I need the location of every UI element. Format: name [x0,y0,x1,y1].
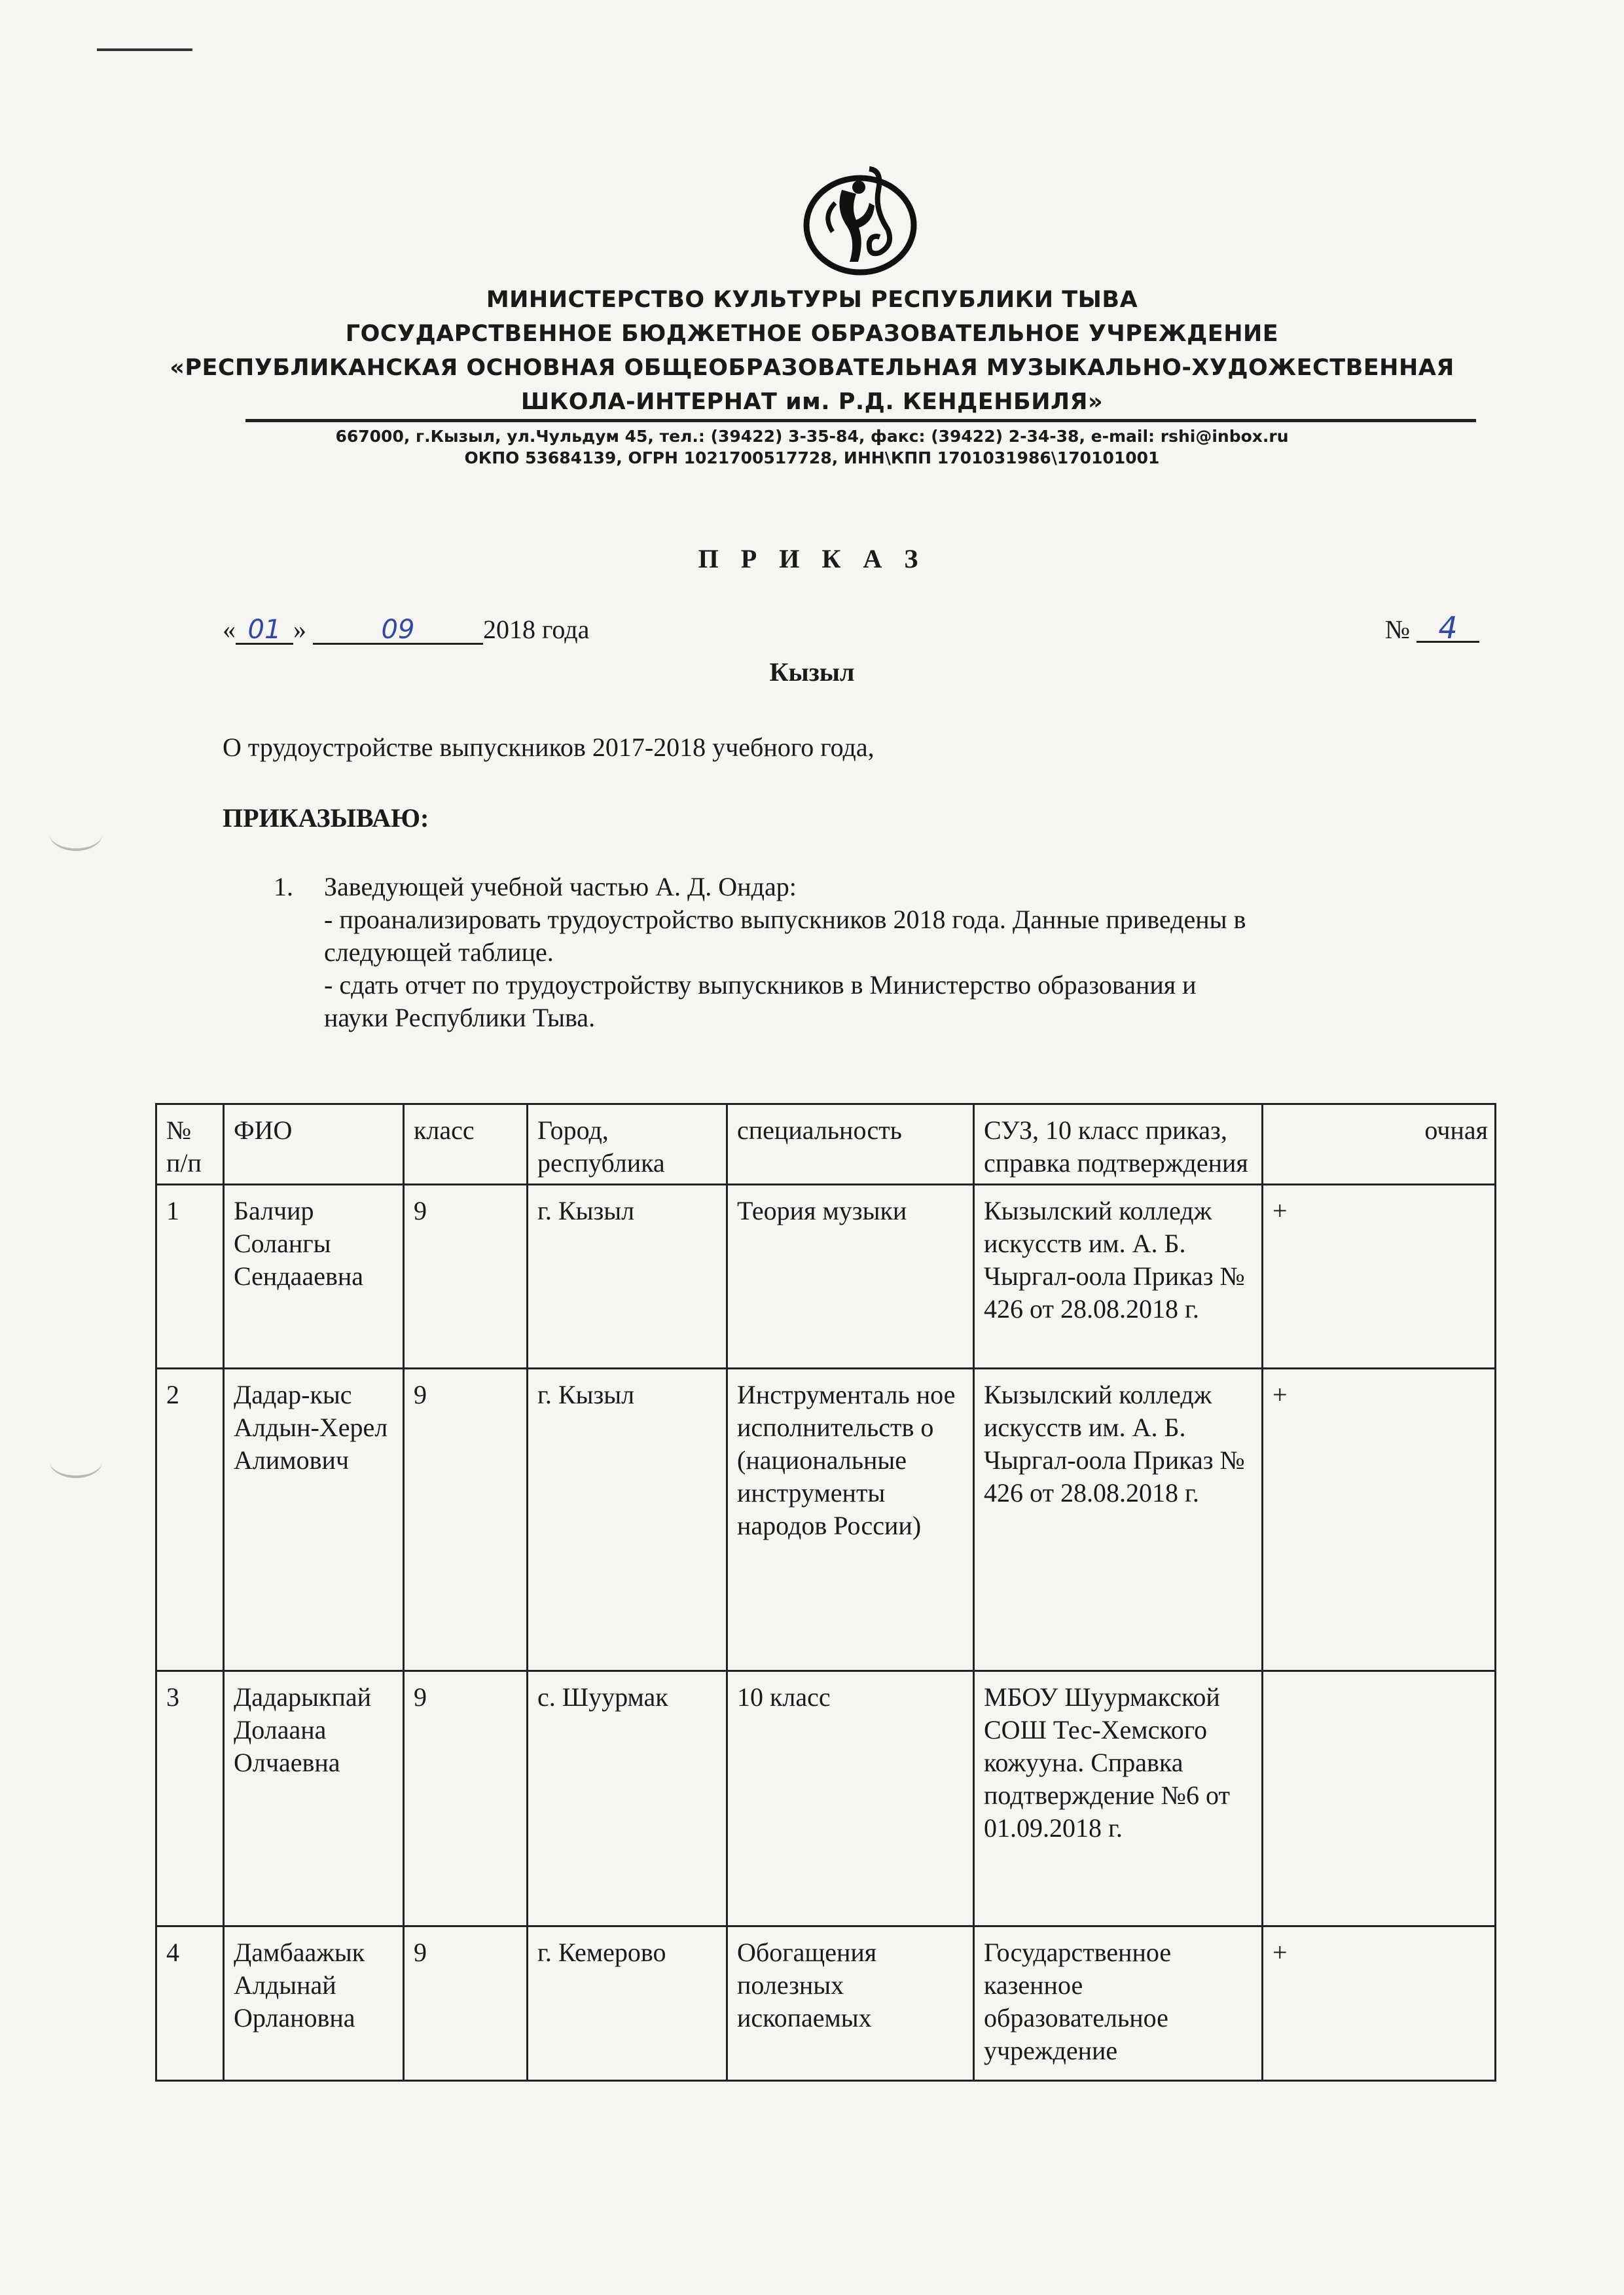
date-close-quote: » [293,615,306,644]
table-cell: Кызылский колледж искусств им. А. Б. Чыргал-оола Приказ № 426 от 28.08.2018 г. [974,1369,1263,1671]
order-item-line: науки Республики Тыва. [324,1003,596,1032]
letterhead-institution-type: ГОСУДАРСТВЕННОЕ БЮДЖЕТНОЕ ОБРАЗОВАТЕЛЬНОЕ УЧРЕЖДЕНИЕ [345,321,1279,347]
order-number-handwritten: 4 [1416,615,1479,643]
header-cell: специальность [727,1104,974,1185]
order-number-label: № [1384,615,1410,644]
table-cell: + [1263,1926,1496,2081]
date-year: 2018 года [483,615,590,644]
letterhead-divider [245,419,1476,422]
table-header-row [156,1104,1496,1185]
punch-hole-mark [50,1445,102,1478]
table-cell: Теория музыки [727,1185,974,1369]
order-item-1 [324,871,1509,1034]
table-cell: Обогащения полезных ископаемых [727,1926,974,2081]
table-cell: Балчир Солангы Сендааевна [224,1185,404,1369]
table-cell [1263,1671,1496,1926]
header-cell: класс [404,1104,528,1185]
contacts-registry: ОКПО 53684139, ОГРН 1021700517728, ИНН\КПП 1701031986\170101001 [464,448,1160,467]
table-cell: 9 [404,1185,528,1369]
table-cell: 9 [404,1369,528,1671]
contacts-address: 667000, г.Кызыл, ул.Чульдум 45, тел.: (39422) 3-35-84, факс: (39422) 2-34-38, e-mail: rshi@inbox.ru [335,427,1289,446]
table-row [156,1185,1496,1369]
order-subject: О трудоустройстве выпускников 2017-2018 учебного года, [223,732,875,762]
table-cell: + [1263,1369,1496,1671]
table-cell: 10 класс [727,1671,974,1926]
table-cell: г. Кызыл [528,1185,727,1369]
order-item-line: - сдать отчет по трудоустройству выпускников в Министерство образования и [324,970,1197,1000]
letterhead-ministry: МИНИСТЕРСТВО КУЛЬТУРЫ РЕСПУБЛИКИ ТЫВА [486,287,1138,313]
table-row [156,1926,1496,2081]
table-cell: Дадар-кыс Алдын-Херел Алимович [224,1369,404,1671]
graduates-table [155,1103,1496,2082]
table-cell: 2 [156,1369,224,1671]
letterhead-school-name-cont: ШКОЛА-ИНТЕРНАТ им. Р.Д. КЕНДЕНБИЛЯ» [520,389,1104,415]
table-cell: с. Шуурмак [528,1671,727,1926]
table-cell: Инструменталь ное исполнительств о (национальные инструменты народов России) [727,1369,974,1671]
letterhead [0,283,1624,419]
table-row [156,1369,1496,1671]
table-cell: 9 [404,1671,528,1926]
header-cell: № п/п [156,1104,224,1185]
table-cell: Государственное казенное образовательное учреждение [974,1926,1263,2081]
table-cell: 4 [156,1926,224,2081]
table-cell: 9 [404,1926,528,2081]
date-open-quote: « [223,615,236,644]
header-cell: очная [1263,1104,1496,1185]
table-cell: Дадарыкпай Долаана Олчаевна [224,1671,404,1926]
table-cell: Дамбаажык Алдынай Орлановна [224,1926,404,2081]
table-cell: 3 [156,1671,224,1926]
order-title: П Р И К А З [698,544,926,573]
header-cell: СУЗ, 10 класс приказ, справка подтверждения [974,1104,1263,1185]
letterhead-contacts [0,425,1624,469]
table-cell: г. Кызыл [528,1369,727,1671]
header-cell: ФИО [224,1104,404,1185]
order-number-block [1384,610,1479,646]
order-item-number: 1. [274,872,293,901]
punch-hole-mark [50,818,102,851]
order-city: Кызыл [769,657,855,687]
order-date-line [223,610,1479,650]
table-row [156,1671,1496,1926]
order-item-line: следующей таблице. [324,937,554,967]
table-cell: + [1263,1185,1496,1369]
school-logo-icon [796,164,924,276]
header-cell: Город, республика [528,1104,727,1185]
order-item-line: - проанализировать трудоустройство выпускников 2018 года. Данные приведены в [324,905,1246,934]
table-cell: МБОУ Шуурмакской СОШ Тес-Хемского кожууна. Справка подтверждение №6 от 01.09.2018 г. [974,1671,1263,1926]
date-day-handwritten: 01 [236,617,293,645]
margin-pen-stroke [97,48,192,51]
date-month-handwritten: 09 [313,617,483,645]
order-item-head: Заведующей учебной частью А. Д. Ондар: [324,872,797,901]
letterhead-school-name: «РЕСПУБЛИКАНСКАЯ ОСНОВНАЯ ОБЩЕОБРАЗОВАТЕЛЬНАЯ МУЗЫКАЛЬНО-ХУДОЖЕСТВЕННАЯ [170,355,1454,381]
order-directive: ПРИКАЗЫВАЮ: [223,803,429,833]
table-cell: Кызылский колледж искусств им. А. Б. Чыргал-оола Приказ № 426 от 28.08.2018 г. [974,1185,1263,1369]
table-cell: г. Кемерово [528,1926,727,2081]
table-cell: 1 [156,1185,224,1369]
